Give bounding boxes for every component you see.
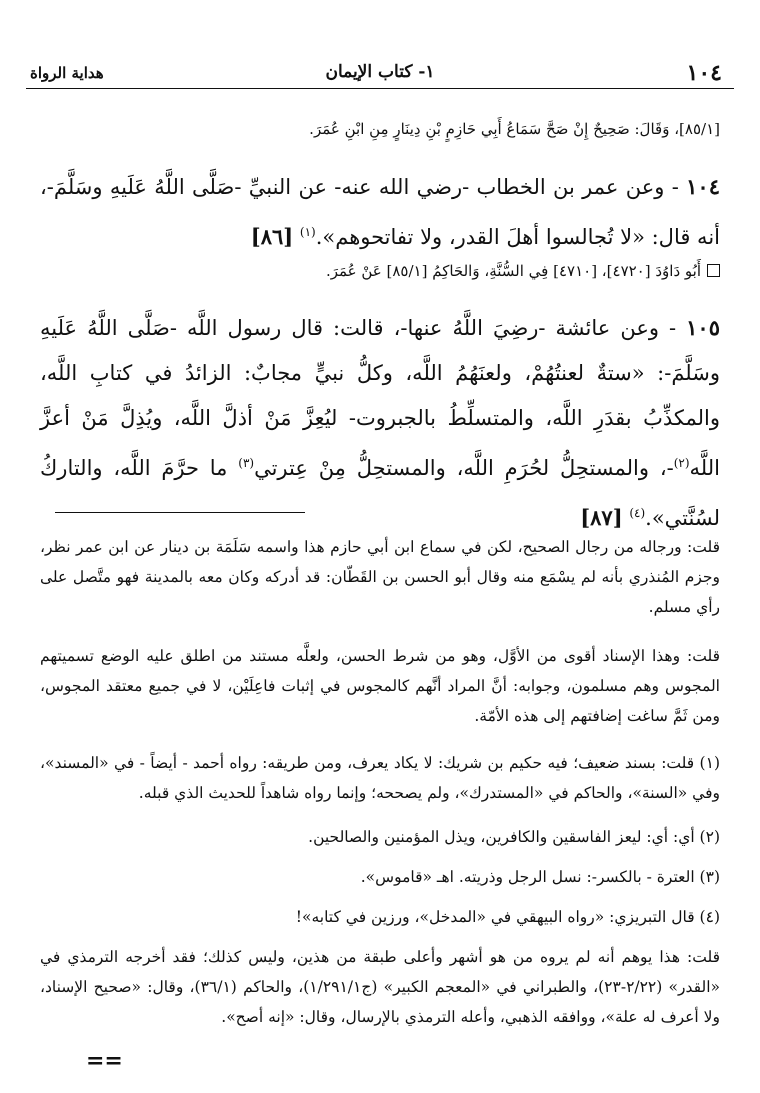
hadith-ref: [٨٧] — [580, 505, 623, 530]
footnote-marker: (١) — [299, 225, 316, 239]
comment-2: قلت: وهذا الإسناد أقوى من الأوَّل، وهو من شرط الحسن، ولعلَّه مستند من اطلق عليه الوضع تسميتهم المجوس وهم مسلمون، وجوابه: أنَّ المراد أنَّهم كالمجوس في إثبات فاعِلَيْن، لا في جميع معتقد المجوس، ومن ثَمَّ ساغت إضافتهم إلى هذه الأمّة. — [40, 647, 720, 725]
hadith-text-b: -، والمستحِلُّ لحُرَمِ اللَّه، والمستحِلُّ مِنْ عِترتي — [254, 456, 674, 480]
source-text: أَبُو دَاوُدَ [٤٧٢٠]، [٤٧١٠] فِي السُّنَّةِ، وَالحَاكِمُ [٨٥/١] عَنْ عُمَرَ. — [325, 262, 701, 280]
footnote-marker: (٢) — [673, 456, 690, 470]
hadith-number: ١٠٥ — [686, 315, 720, 340]
footnote-marker: (٤) — [629, 506, 646, 520]
end-mark: == — [86, 1048, 123, 1074]
hadith-number: ١٠٤ — [686, 174, 720, 199]
square-icon — [707, 264, 720, 277]
footnote-1: (١) قلت: بسند ضعيف؛ فيه حكيم بن شريك: لا يكاد يعرف، ومن طريقه: رواه أحمد - أيضاً - في «المسند»، وفي «السنة»، والحاكم في «المستدرك»، ولم يصححه؛ وإنما رواه شاهداً للحديث الذي قبله. — [40, 754, 720, 802]
footnote-marker: (٣) — [238, 456, 255, 470]
footnote-separator — [55, 512, 305, 513]
hadith-text: - وعن عمر بن الخطاب -رضي الله عنه- عن النبيِّ -صَلَّى اللَّهُ عَلَيهِ وسَلَّمَ-، أنه قال: «لا تُجالسوا أهلَ القدر، ولا تفاتحوهم». — [40, 175, 720, 249]
hadith-104 — [40, 164, 720, 260]
page-number: ١٠٤ — [686, 60, 722, 86]
footnote-4: (٤) قال التبريزي: «رواه البيهقي في «المدخل»، ورزين في كتابه»! — [295, 908, 720, 926]
chapter-title: ١- كتاب الإيمان — [325, 62, 435, 82]
comment-1: قلت: ورجاله من رجال الصحيح، لكن في سماع ابن أبي حازم هذا واسمه سَلَمَة بن دينار عن ابن عمر نظر، وجزم المُنذري بأنه لم يسْمَع منه وقال أبو الحسن بن القَطّان: قد أدركه وكان معه بالمدينة فهو متَّصل على رأي مسلم. — [40, 538, 720, 616]
footnote-3: (٣) العترة - بالكسر-: نسل الرجل وذريته. اهـ «قاموس». — [360, 868, 720, 886]
book-title: هداية الرواة — [30, 64, 104, 82]
hadith-105 — [40, 305, 720, 541]
top-source-line: [٨٥/١]، وَقَالَ: صَحِيحٌ إِنْ صَحَّ سَمَاعُ أَبِي حَازِمٍ بْنِ دِينَارٍ مِنِ ابْنِ عُمَرَ. — [309, 120, 720, 138]
footnote-2: (٢) أي: أي: ليعز الفاسقين والكافرين، ويذل المؤمنين والصالحين. — [308, 828, 720, 846]
hadith-104-source — [40, 259, 720, 283]
hadith-ref: [٨٦] — [250, 224, 294, 249]
final-comment: قلت: هذا يوهم أنه لم يروه من هو أشهر وأعلى طبقة من هذين، وليس كذلك؛ فقد أخرجه الترمذي في «القدر» (٢/٢٢-٢٣)، والطبراني في «المعجم الكبير» (ج١/٢٩١/١)، والحاكم (٣٦/١)، وقال: «صحيح الإسناد، ولا أعرف له علة»، ووافقه الذهبي، وأعله الترمذي بالإرسال، وقال: «إنه أصح». — [40, 948, 720, 1026]
hadith-text-c: ما حرَّمَ اللَّه، والتاركُ لسُنَّتي». — [40, 456, 720, 530]
hadith-text-a: - وعن عائشة -رضِيَ اللَّهُ عنها-، قالت: قال رسول اللَّه -صَلَّى اللَّهُ عَلَيهِ وسَلَّمَ-: «ستةٌ لعنتُهُمْ، ولعنَهُمُ اللَّه، وكلُّ نبيٍّ مجابٌ: الزائدُ في كتابِ اللَّه، والمكذِّبُ بقدَرِ اللَّه، والمتسلِّطُ بالجبروت- ليُعِزَّ مَنْ أذلَّ اللَّه، ويُذِلَّ مَنْ أعزَّ اللَّه — [40, 316, 720, 480]
page-header — [26, 58, 734, 89]
